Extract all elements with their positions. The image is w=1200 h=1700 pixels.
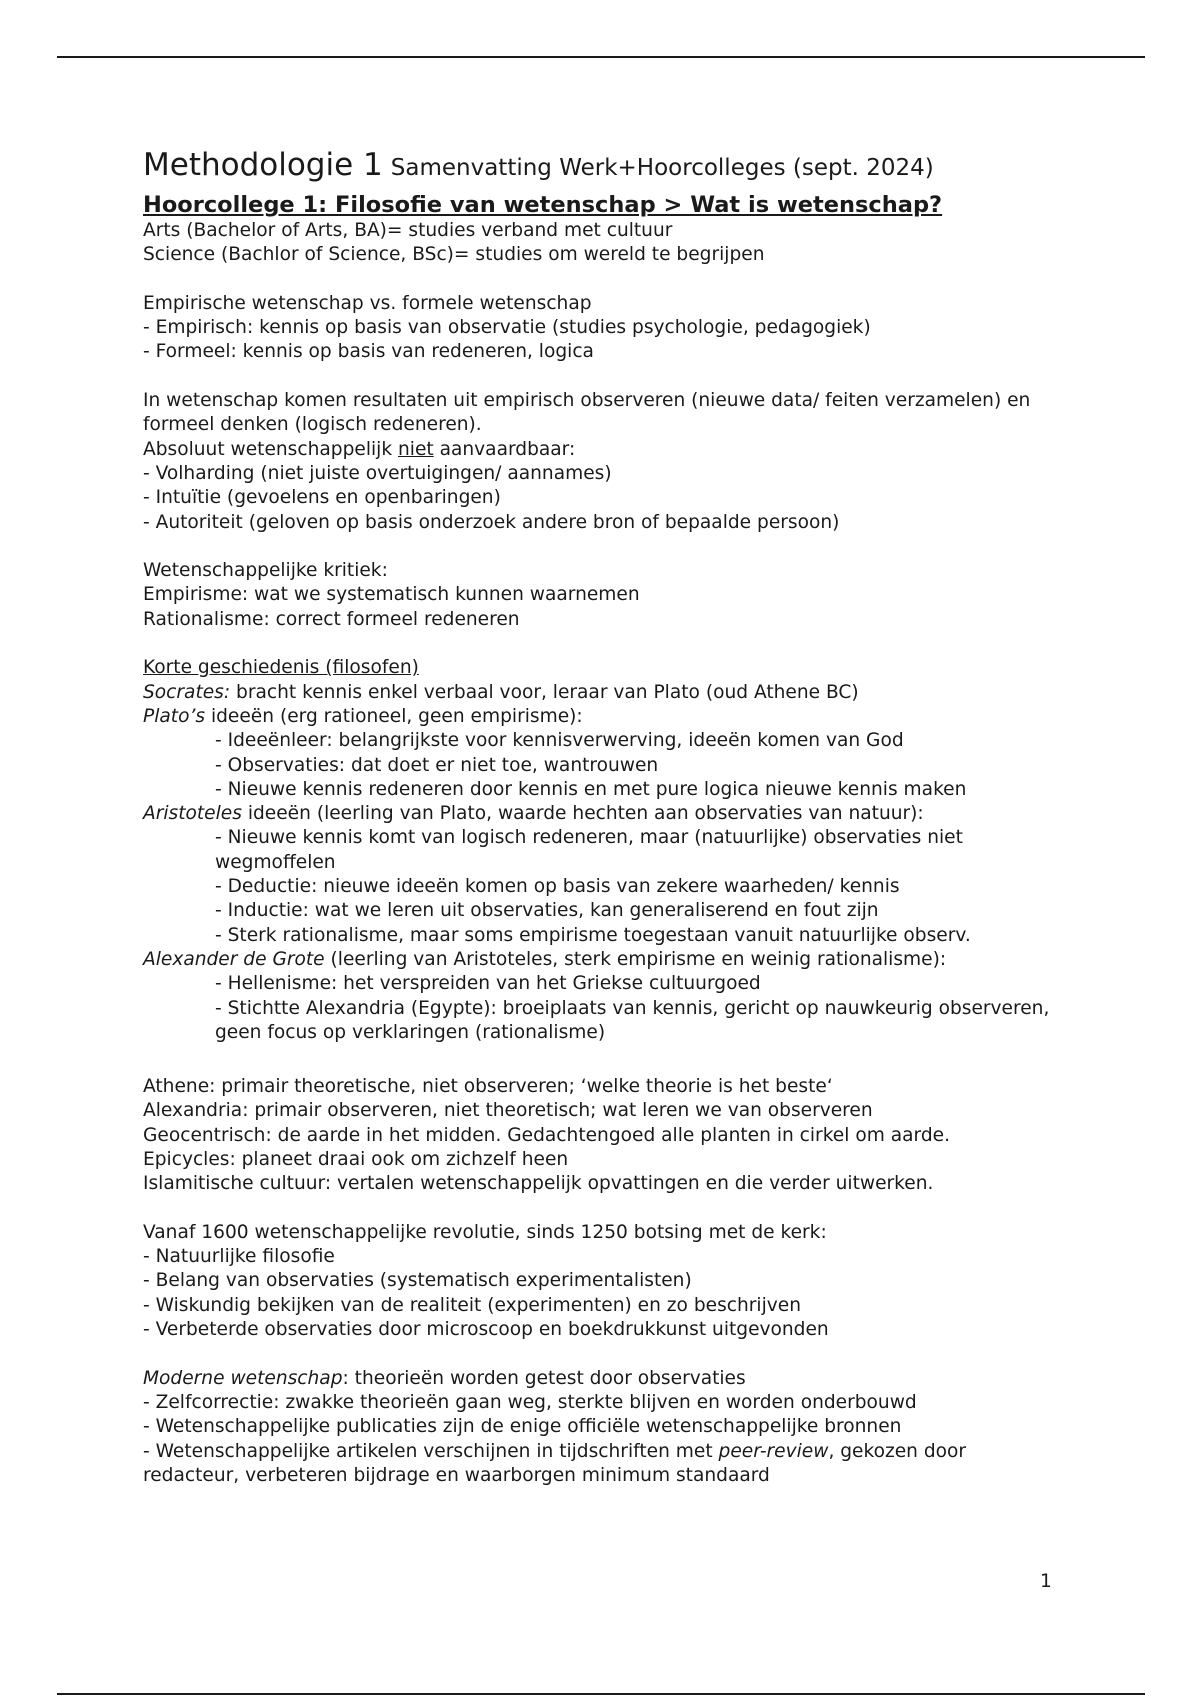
list-item: - Observaties: dat doet er niet toe, wantrouwen [215,754,659,776]
text-line: Science (Bachlor of Science, BSc)= studies om wereld te begrijpen [143,244,765,266]
section-heading: Hoorcollege 1: Filosofie van wetenschap > Wat is wetenschap? [143,192,943,218]
text-line: Rationalisme: correct formeel redeneren [143,608,520,630]
text-line: Alexandria: primair observeren, niet theoretisch; wat leren we van observeren [143,1100,873,1122]
philosopher-name: Socrates: [143,681,231,703]
text-line: Islamitische cultuur: vertalen wetenschappelijk opvattingen en die verder uitwerken. [143,1173,934,1195]
text-fragment: bracht kennis enkel verbaal voor, leraar van Plato (oud Athene BC) [230,681,859,703]
paragraph: In wetenschap komen resultaten uit empirisch observeren (nieuwe data/ feiten verzamelen) en formeel denken (logisch redeneren). [143,390,1031,436]
text-line [143,948,1063,972]
list-item: - Verbeterde observaties door microscoop en boekdrukkunst uitgevonden [143,1319,829,1341]
text-line: Epicycles: planeet draai ook om zichzelf heen [143,1148,569,1170]
list-item: - Inductie: wat we leren uit observaties, kan generaliserend en fout zijn [215,900,879,922]
philosopher-name: Plato’s [143,705,206,727]
underlined-word: niet [398,438,434,460]
list-item: - Intuïtie (gevoelens en openbaringen) [143,487,501,509]
list-item: - Nieuwe kennis redeneren door kennis en met pure logica nieuwe kennis maken [215,778,967,800]
document-title [143,143,1063,192]
text-fragment: aanvaardbaar: [433,438,576,460]
text-line: Empirisme: wat we systematisch kunnen waarnemen [143,584,640,606]
title-subtitle: Samenvatting Werk+Hoorcolleges (sept. 2024) [390,155,934,181]
text-line: Empirische wetenschap vs. formele wetenschap [143,292,592,314]
list-item: - Belang van observaties (systematisch experimentalisten) [143,1270,692,1292]
list-item: - Stichtte Alexandria (Egypte): broeiplaats van kennis, gericht op nauwkeurig observeren, geen focus op verklaringen (rationalisme) [215,997,1050,1043]
text-line [143,681,1063,705]
term: peer-review [718,1440,829,1462]
list-item: - Hellenisme: het verspreiden van het Griekse cultuurgoed [215,973,761,995]
top-rule [57,56,1145,58]
text-line: Athene: primair theoretische, niet observeren; ‘welke theorie is het beste‘ [143,1076,833,1098]
term: Moderne wetenschap [143,1367,343,1389]
text-line: Arts (Bachelor of Arts, BA)= studies verband met cultuur [143,220,673,241]
text-line [143,705,1063,729]
text-fragment: , gekozen door redacteur, verbeteren bijdrage en waarborgen minimum standaard [143,1440,967,1486]
text-line [143,802,1063,826]
page-number: 1 [1040,1571,1052,1592]
list-item: - Formeel: kennis op basis van redeneren, logica [143,341,594,363]
philosopher-name: Alexander de Grote [143,948,325,970]
text-fragment: ideeën (erg rationeel, geen empirisme): [205,705,583,727]
text-line [143,438,1063,462]
list-item: - Natuurlijke filosofie [143,1246,335,1268]
subsection-title: Korte geschiedenis (filosofen) [143,657,419,679]
text-fragment: (leerling van Aristoteles, sterk empirisme en weinig rationalisme): [324,948,947,970]
list-item: - Volharding (niet juiste overtuigingen/ aannames) [143,462,612,484]
list-item: - Wiskundig bekijken van de realiteit (experimenten) en zo beschrijven [143,1294,801,1316]
list-item: - Ideeënleer: belangrijkste voor kennisverwerving, ideeën komen van God [215,730,904,752]
list-item: - Sterk rationalisme, maar soms empirisme toegestaan vanuit natuurlijke observ. [215,924,971,946]
text-line: Geocentrisch: de aarde in het midden. Gedachtengoed alle planten in cirkel om aarde. [143,1124,950,1146]
list-item: - Wetenschappelijke publicaties zijn de enige officiële wetenschappelijke bronnen [143,1416,902,1438]
text-line: Wetenschappelijke kritiek: [143,560,388,582]
text-fragment: Absoluut wetenschappelijk [143,438,398,460]
bottom-rule [57,1693,1145,1695]
title-main: Methodologie 1 [143,147,383,183]
text-line: Vanaf 1600 wetenschappelijke revolutie, sinds 1250 botsing met de kerk: [143,1221,827,1243]
list-item [143,1440,1063,1489]
list-item: - Zelfcorrectie: zwakke theorieën gaan weg, sterkte blijven en worden onderbouwd [143,1391,917,1413]
text-line [143,1367,1063,1391]
list-item: - Empirisch: kennis op basis van observatie (studies psychologie, pedagogiek) [143,317,871,339]
document-body [143,143,1063,1488]
text-fragment: ideeën (leerling van Plato, waarde hechten aan observaties van natuur): [241,803,924,825]
text-fragment: : theorieën worden getest door observaties [342,1367,746,1389]
philosopher-name: Aristoteles [143,803,242,825]
list-item: - Deductie: nieuwe ideeën komen op basis van zekere waarheden/ kennis [215,876,900,898]
list-item: - Autoriteit (geloven op basis onderzoek andere bron of bepaalde persoon) [143,511,840,533]
list-item: - Nieuwe kennis komt van logisch redeneren, maar (natuurlijke) observaties niet wegmoffelen [215,827,963,873]
text-fragment: - Wetenschappelijke artikelen verschijnen in tijdschriften met [143,1440,719,1462]
